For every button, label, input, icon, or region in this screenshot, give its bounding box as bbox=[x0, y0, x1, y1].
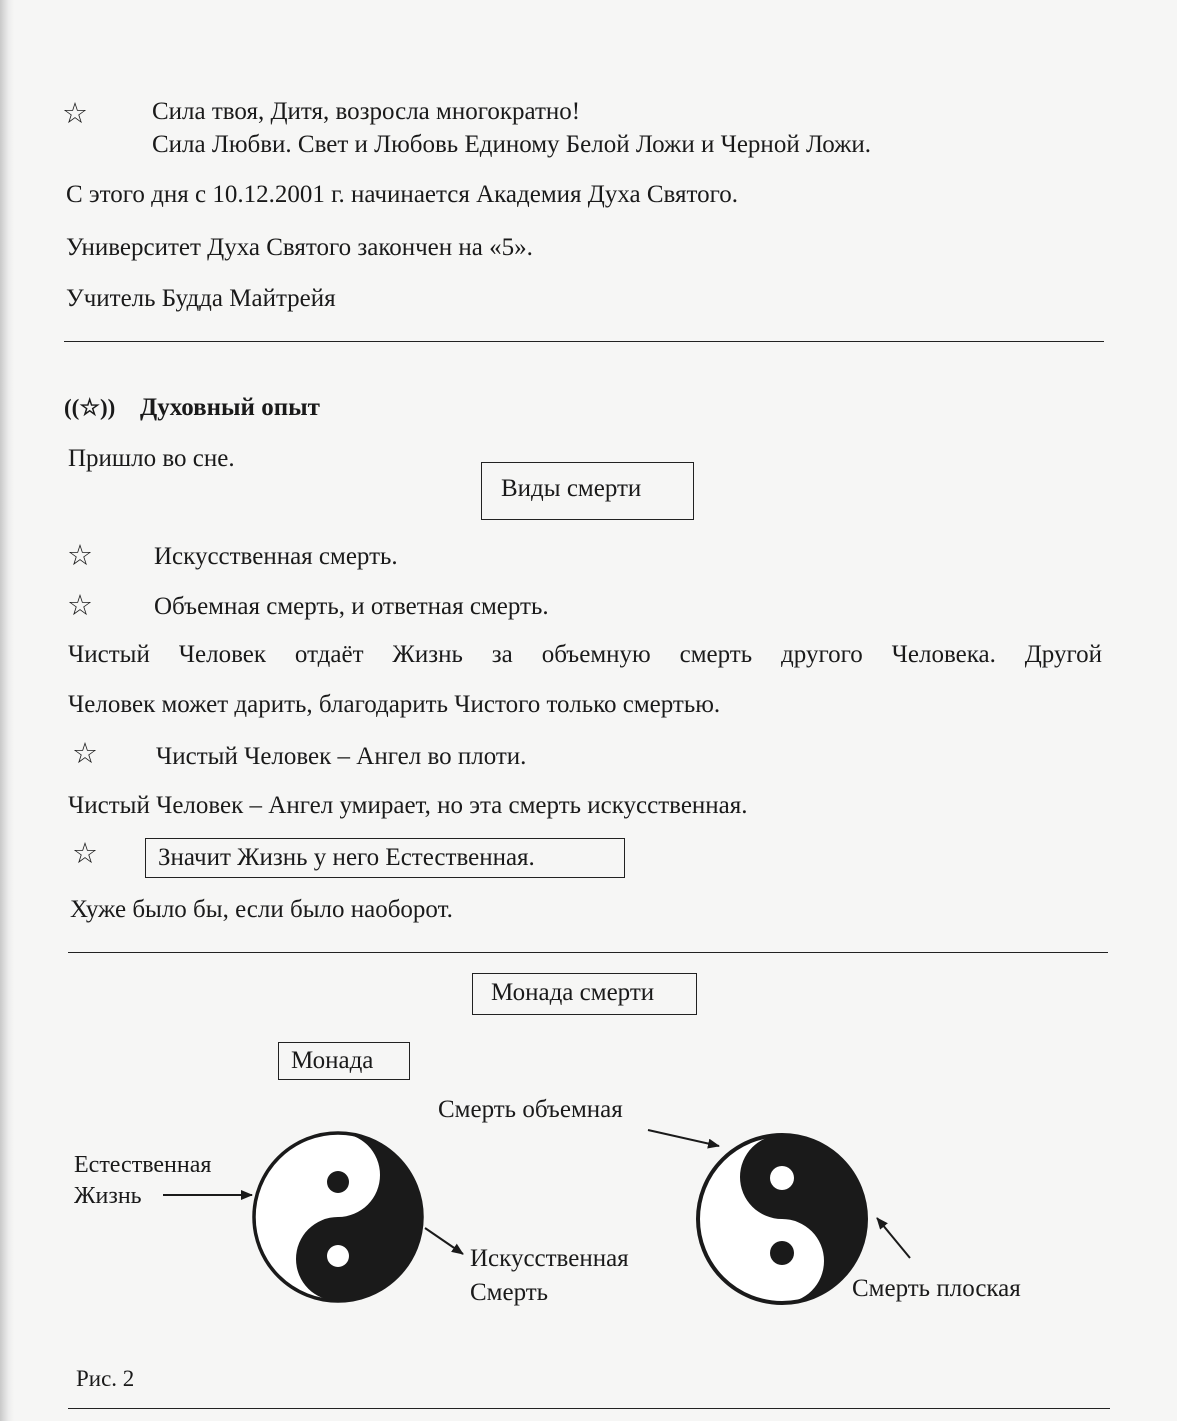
artificial-death-label-2: Смерть bbox=[470, 1279, 549, 1306]
star-bullet-icon: ☆ bbox=[72, 736, 98, 770]
monad-label: Монада bbox=[291, 1047, 374, 1074]
flat-death-arrow bbox=[877, 1218, 910, 1258]
blessing-line-2: Сила Любви. Свет и Любовь Единому Белой Ложи и Черной Ложи. bbox=[152, 131, 872, 158]
artificial-death-arrow bbox=[425, 1228, 463, 1254]
item-volume-death: Объемная смерть, и ответная смерть. bbox=[154, 593, 549, 620]
worse-line: Хуже было бы, если было наоборот. bbox=[70, 896, 453, 923]
item-artificial-death: Искусственная смерть. bbox=[154, 543, 398, 570]
artificial-death-label-1: Искусственная bbox=[470, 1245, 629, 1272]
star-bullet-icon: ☆ bbox=[67, 538, 93, 572]
natural-life-text: Значит Жизнь у него Естественная. bbox=[158, 844, 535, 871]
figure-caption: Рис. 2 bbox=[76, 1366, 135, 1391]
signature-line: Учитель Будда Майтрейя bbox=[66, 285, 336, 312]
section-heading: Духовный опыт bbox=[140, 394, 320, 421]
monad-of-death-title: Монада смерти bbox=[491, 979, 655, 1006]
university-line: Университет Духа Святого закончен на «5». bbox=[66, 234, 533, 261]
volume-death-arrow bbox=[648, 1130, 719, 1146]
angel-dies-line: Чистый Человек – Ангел умирает, но эта смерть искусственная. bbox=[68, 792, 748, 819]
right-yin-yang-symbol bbox=[698, 1135, 866, 1303]
star-bullet-icon: ☆ bbox=[72, 836, 98, 870]
flat-death-label: Смерть плоская bbox=[852, 1275, 1021, 1302]
pure-man-paragraph-line-2: Человек может дарить, благодарить Чистого только смертью. bbox=[68, 691, 721, 718]
blessing-line-1: Сила твоя, Дитя, возросла многократно! bbox=[152, 98, 581, 125]
star-bullet-icon: ☆ bbox=[67, 588, 93, 622]
item-angel-in-flesh: Чистый Человек – Ангел во плоти. bbox=[156, 743, 527, 770]
volume-death-label: Смерть объемная bbox=[438, 1096, 623, 1123]
natural-life-label-2: Жизнь bbox=[74, 1183, 142, 1209]
left-yin-yang-symbol bbox=[254, 1133, 422, 1301]
star-bullet-icon: ☆ bbox=[62, 96, 88, 130]
spiritual-star-icon: ((☆)) bbox=[64, 395, 116, 420]
dream-line: Пришло во сне. bbox=[68, 445, 235, 472]
pure-man-paragraph-line-1: Чистый Человек отдаёт Жизнь за объемную смерть другого Человека. Другой bbox=[68, 641, 1102, 668]
page-bottom-rule bbox=[68, 1408, 1110, 1409]
academy-line: С этого дня с 10.12.2001 г. начинается Академия Духа Святого. bbox=[66, 181, 738, 208]
death-types-title: Виды смерти bbox=[501, 475, 642, 502]
natural-life-label-1: Естественная bbox=[74, 1152, 212, 1178]
